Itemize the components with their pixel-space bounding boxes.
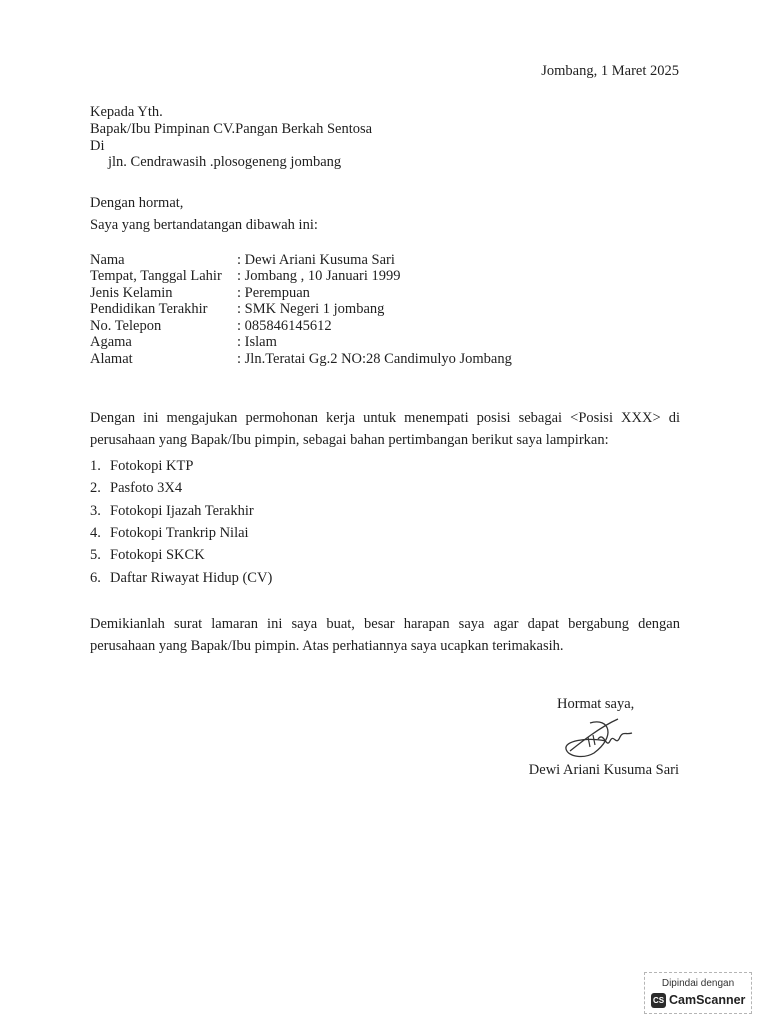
list-text: Fotokopi SKCK xyxy=(110,547,205,563)
list-number: 2. xyxy=(90,480,101,496)
closing-paragraph: Demikianlah surat lamaran ini saya buat, besar harapan saya agar dapat bergabung dengan perusahaan yang Bapak/Ibu pimpin. Atas perhatiannya saya ucapkan terimakasih. xyxy=(90,616,680,654)
list-number: 5. xyxy=(90,547,101,563)
list-item xyxy=(90,522,249,544)
field-value: : Jombang , 10 Januari 1999 xyxy=(237,268,401,284)
list-number: 6. xyxy=(90,570,101,586)
list-number: 4. xyxy=(90,525,101,541)
recipient-address: jln. Cendrawasih .plosogeneng jombang xyxy=(108,154,342,170)
list-text: Fotokopi Ijazah Terakhir xyxy=(110,503,254,519)
field-label: Alamat xyxy=(90,351,133,367)
field-value: : Dewi Ariani Kusuma Sari xyxy=(237,252,395,268)
field-value: : SMK Negeri 1 jombang xyxy=(237,301,385,317)
letter-date: Jombang, 1 Maret 2025 xyxy=(541,63,679,79)
list-text: Fotokopi KTP xyxy=(110,458,194,474)
field-value: : 085846145612 xyxy=(237,318,332,334)
recipient-name: Bapak/Ibu Pimpinan CV.Pangan Berkah Sentosa xyxy=(90,121,373,137)
request-paragraph: Dengan ini mengajukan permohonan kerja untuk menempati posisi sebagai <Posisi XXX> di perusahaan yang Bapak/Ibu pimpin, sebagai bahan pertimbangan berikut saya lampirkan: xyxy=(90,410,680,448)
list-item xyxy=(90,455,193,477)
intro-text: Saya yang bertandatangan dibawah ini: xyxy=(90,217,318,233)
scanner-caption: Dipindai dengan xyxy=(661,978,735,989)
field-label: Nama xyxy=(90,252,125,268)
scanner-app-name: CamScanner xyxy=(669,993,746,1007)
recipient-di: Di xyxy=(90,138,105,154)
list-text: Daftar Riwayat Hidup (CV) xyxy=(110,570,273,586)
field-value: : Jln.Teratai Gg.2 NO:28 Candimulyo Jombang xyxy=(237,351,512,367)
signer-name: Dewi Ariani Kusuma Sari xyxy=(528,762,679,778)
field-label: Jenis Kelamin xyxy=(90,285,173,301)
list-item xyxy=(90,477,182,499)
field-value: : Islam xyxy=(237,334,277,350)
list-number: 3. xyxy=(90,503,101,519)
field-label: No. Telepon xyxy=(90,318,162,334)
list-number: 1. xyxy=(90,458,101,474)
field-label: Pendidikan Terakhir xyxy=(90,301,208,317)
camscanner-logo-icon: CS xyxy=(651,993,666,1008)
field-value: : Perempuan xyxy=(237,285,310,301)
list-item xyxy=(90,544,205,566)
field-label: Agama xyxy=(90,334,132,350)
signature-image xyxy=(560,713,640,761)
camscanner-badge xyxy=(644,972,752,1014)
greeting: Dengan hormat, xyxy=(90,195,184,211)
list-item xyxy=(90,500,254,522)
list-text: Pasfoto 3X4 xyxy=(110,480,183,496)
recipient-salutation: Kepada Yth. xyxy=(90,104,163,120)
closing-salutation: Hormat saya, xyxy=(557,696,635,712)
list-item xyxy=(90,567,272,589)
field-label: Tempat, Tanggal Lahir xyxy=(90,268,222,284)
list-text: Fotokopi Trankrip Nilai xyxy=(110,525,249,541)
